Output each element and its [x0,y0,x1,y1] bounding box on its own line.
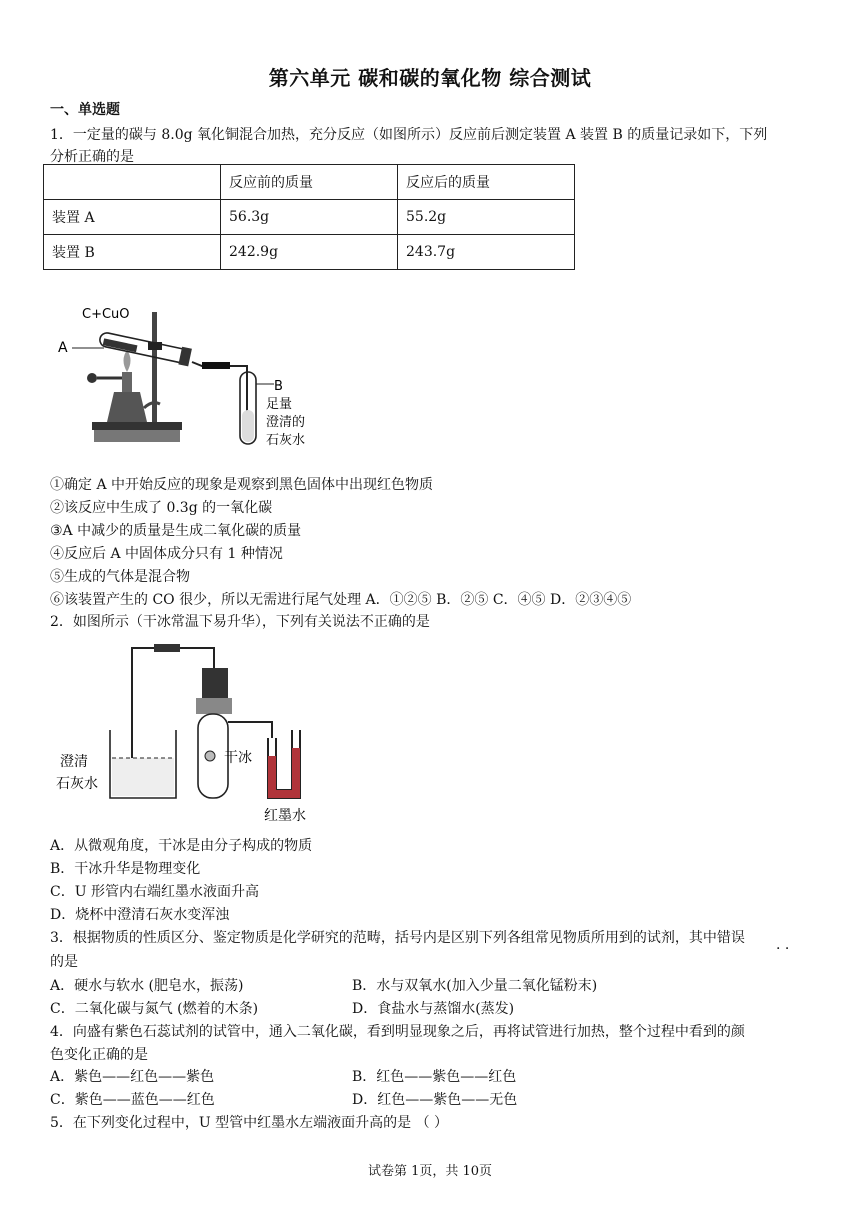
q3-option: A．硬水与软水 (肥皂水，振荡) [50,978,244,994]
beaker-liquid [112,758,174,796]
q4-option: C．紫色——蓝色——红色 [50,1092,215,1108]
stand-base [92,422,182,430]
emphasis-dots: · · [776,941,790,957]
table-header-cell [44,165,221,200]
q3-option: C．二氧化碳与氮气 (燃着的木条) [50,1001,259,1017]
q1-statement: ③A 中减少的质量是生成二氧化碳的质量 [50,523,302,539]
q2-option: D．烧杯中澄清石灰水变浑浊 [50,907,230,923]
table-cell: 56.3g [221,200,398,235]
q3-option: B．水与双氧水(加入少量二氧化锰粉末) [352,978,598,994]
stand-foot [94,430,180,442]
figure-label-reactant: C+CuO [82,307,130,322]
figure-label-b-desc: 澄清的 [266,415,306,430]
section-heading: 一、单选题 [50,102,120,118]
q3-stem-line1: 3．根据物质的性质区分、鉴定物质是化学研究的范畴，括号内是区别下列各组常见物质所用到的试剂，其中错误 [50,930,745,946]
test-tube-a [98,330,192,367]
q4-stem-line2: 色变化正确的是 [50,1047,148,1063]
q1-statement: ②该反应中生成了 0.3g 的一氧化碳 [50,500,273,516]
red-ink-bottom [268,790,300,798]
stand-rod [152,312,157,438]
clamp-knob [87,373,97,383]
q4-option: A．紫色——红色——紫色 [50,1069,215,1085]
q1-statement: ⑤生成的气体是混合物 [50,569,190,585]
page-title: 第六单元 碳和碳的氧化物 综合测试 [268,66,592,90]
flame [124,350,131,372]
dry-ice-piece [205,751,215,761]
table-row [44,200,575,235]
q2-option: B．干冰升华是物理变化 [50,861,201,877]
rubber-stopper [202,668,228,698]
q1-statement: ⑥该装置产生的 CO 很少，所以无需进行尾气处理 A．①②⑤ B．②⑤ C．④⑤ D．②③④⑤ [50,592,632,608]
page-footer: 试卷第 1页，共 10页 [367,1164,493,1179]
stopper-collar [196,698,232,714]
q1-statement: ①确定 A 中开始反应的现象是观察到黑色固体中出现红色物质 [50,477,434,493]
q5-stem: 5．在下列变化过程中，U 型管中红墨水左端液面升高的是 （ ） [50,1115,449,1131]
table-cell: 装置 B [44,235,221,270]
table-header-cell: 反应后的质量 [398,165,575,200]
table-cell: 242.9g [221,235,398,270]
q2-option: A．从微观角度，干冰是由分子构成的物质 [50,838,313,854]
q4-stem-line1: 4．向盛有紫色石蕊试剂的试管中，通入二氧化碳，看到明显现象之后，再将试管进行加热，整个过程中看到的颜 [50,1024,745,1040]
lime-water [242,410,254,442]
figure-label-lime: 石灰水 [56,776,98,792]
figure-label-b-desc: 石灰水 [266,433,306,448]
table-cell: 55.2g [398,200,575,235]
q4-option: B．红色——紫色——红色 [352,1069,517,1085]
q1-stem-line1: 1．一定量的碳与 8.0g 氧化铜混合加热，充分反应（如图所示）反应前后测定装置 A 装置 B 的质量记录如下，下列 [50,127,768,143]
q2-stem: 2．如图所示（干冰常温下易升华），下列有关说法不正确的是 [50,614,430,630]
q3-option: D．食盐水与蒸馏水(蒸发) [352,1001,515,1017]
delivery-tube [192,362,247,435]
tube-connector [154,644,180,652]
rubber-connector [202,362,230,369]
lamp-wick-holder [122,372,132,392]
table-cell: 243.7g [398,235,575,270]
u-tube-inner [276,730,292,790]
figure-label-ice: 干冰 [224,750,252,766]
q1-statement: ④反应后 A 中固体成分只有 1 种情况 [50,546,283,562]
side-tube [228,722,272,738]
figure-label-b-desc: 足量 [266,397,293,412]
dry-ice-apparatus-figure [54,638,344,828]
figure-label-lime: 澄清 [60,754,88,770]
figure-label-ink: 红墨水 [264,808,306,824]
table-cell: 装置 A [44,200,221,235]
q4-option: D．红色——紫色——无色 [352,1092,518,1108]
q2-option: C．U 形管内右端红墨水液面升高 [50,884,259,900]
q3-stem-line2: 的是 [50,954,78,970]
tube-clamp [148,342,162,350]
gas-tube-end [204,648,214,668]
figure-label-b: B [274,379,283,394]
reduction-apparatus-figure [52,300,322,460]
alcohol-lamp [107,392,147,422]
table-header-cell: 反应前的质量 [221,165,398,200]
q1-stem-line2: 分析正确的是 [50,149,134,165]
table-header-row [44,165,575,200]
table-row [44,235,575,270]
figure-label-a: A [58,340,68,356]
mass-table [43,164,575,270]
